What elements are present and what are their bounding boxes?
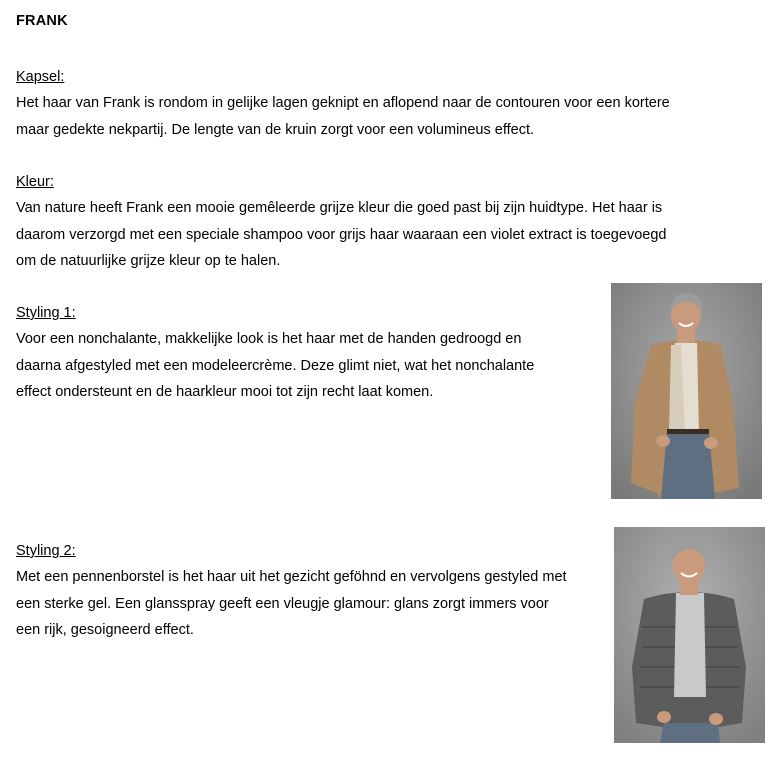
section-heading: Styling 1: [16,305,76,321]
photo-styling-1 [611,283,762,499]
section-paragraph [16,195,736,275]
section-paragraph [16,564,606,644]
section-styling-1 [16,300,596,406]
section-styling-2 [16,538,606,644]
section-heading: Styling 2: [16,543,76,559]
paragraph-line: een rijk, gesoigneerd effect. [16,622,194,638]
paragraph-line: om de natuurlijke grijze kleur op te halen. [16,253,281,269]
page-title: FRANK [16,13,68,29]
section-heading: Kleur: [16,174,54,190]
paragraph-line: Voor een nonchalante, makkelijke look is het haar met de handen gedroogd en [16,331,522,347]
paragraph-line: Met een pennenborstel is het haar uit het gezicht geföhnd en vervolgens gestyled met [16,569,567,585]
paragraph-line: Van nature heeft Frank een mooie gemêleerde grijze kleur die goed past bij zijn huidtype. Het haar is [16,200,663,216]
paragraph-line: een sterke gel. Een glansspray geeft een vleugje glamour: glans zorgt immers voor [16,595,549,612]
paragraph-line: effect ondersteunt en de haarkleur mooi tot zijn recht laat komen. [16,384,434,400]
paragraph-line: daarna afgestyled met een modeleercrème. Deze glimt niet, wat het nonchalante [16,357,535,374]
paragraph-line: maar gedekte nekpartij. De lengte van de kruin zorgt voor een volumineus effect. [16,121,534,138]
paragraph-line: daarom verzorgd met een speciale shampoo voor grijs haar waaraan een violet extract is toegevoegd [16,226,667,243]
section-kleur [16,169,736,275]
section-paragraph [16,326,596,406]
photo-styling-2 [614,527,765,743]
section-kapsel [16,64,736,143]
paragraph-line: Het haar van Frank is rondom in gelijke lagen geknipt en aflopend naar de contouren voor een kortere [16,95,670,111]
section-heading: Kapsel: [16,69,65,85]
section-paragraph [16,90,736,143]
